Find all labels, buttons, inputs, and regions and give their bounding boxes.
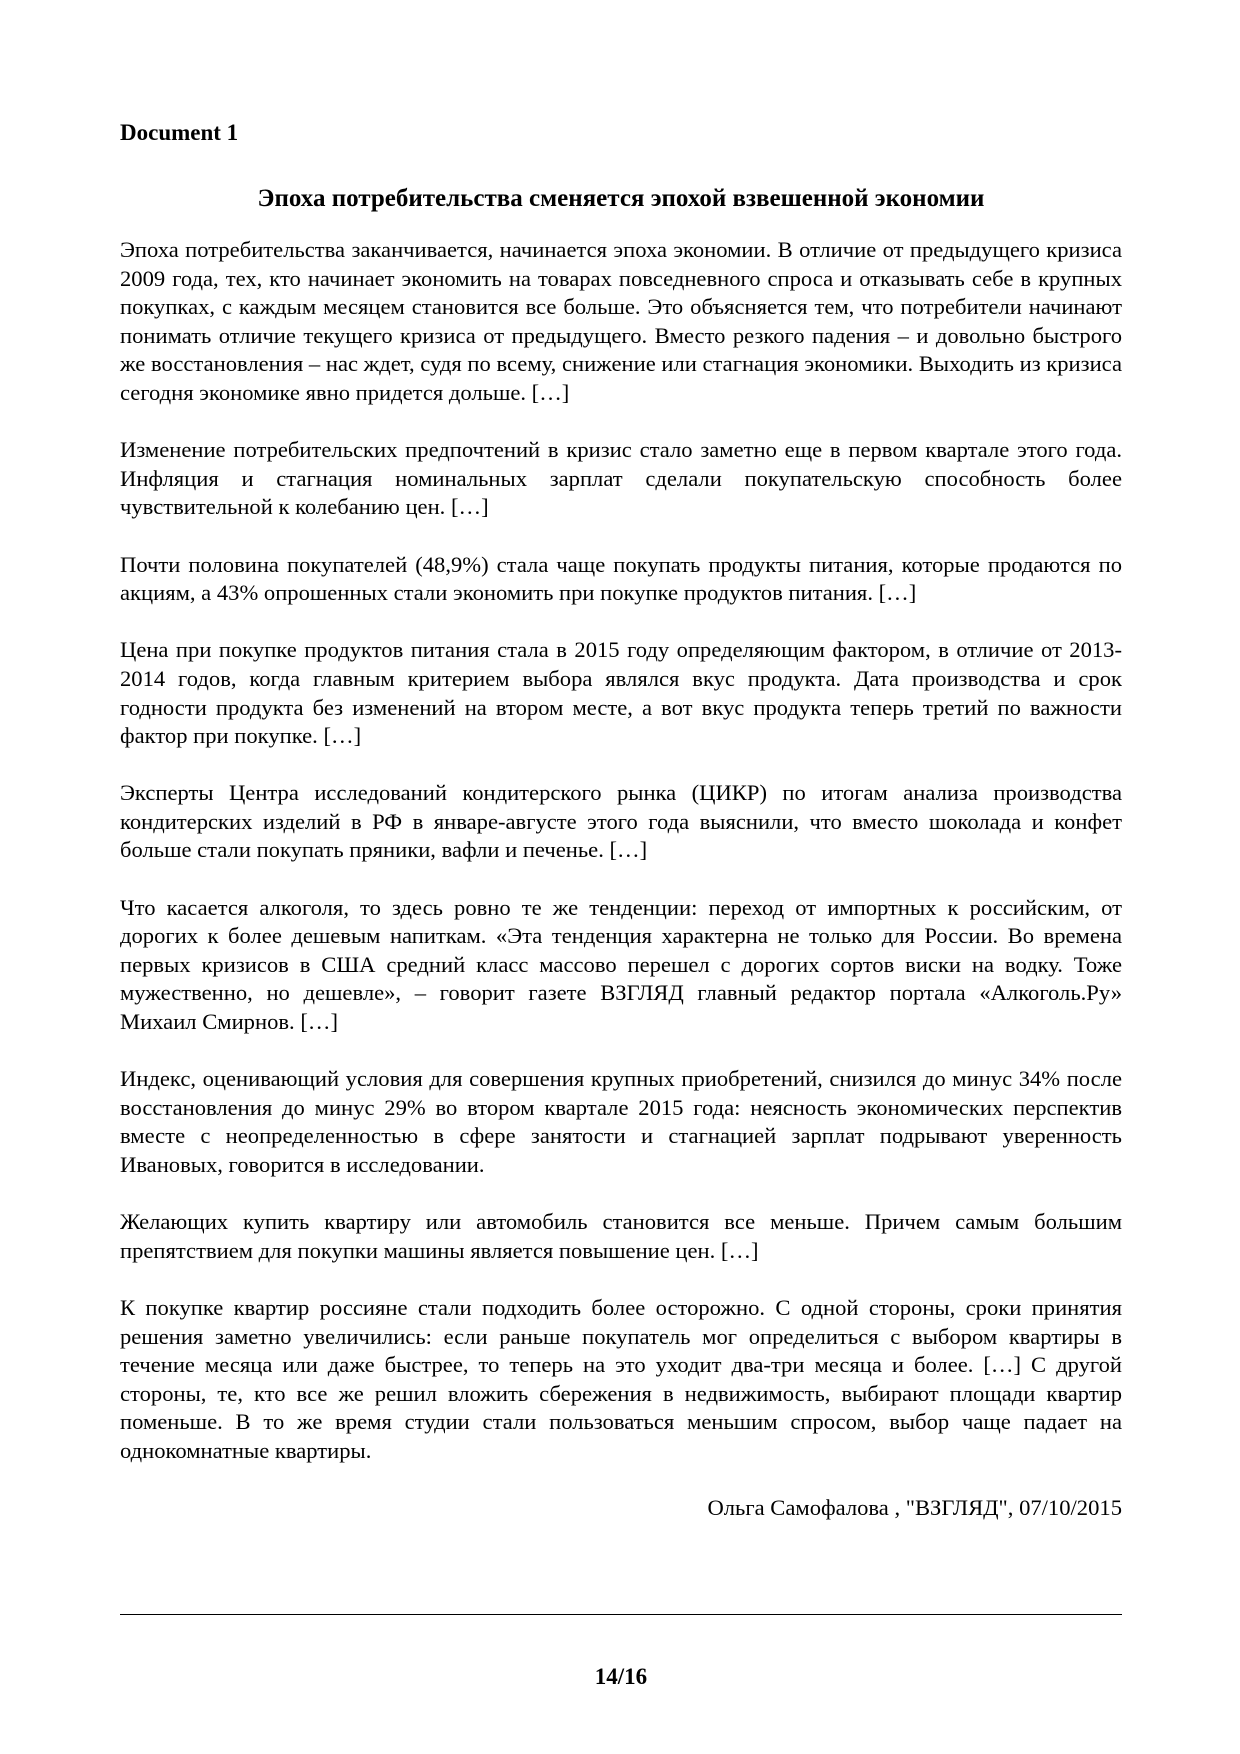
page-number: 14/16 [594,1664,648,1689]
paragraph-7: Индекс, оценивающий условия для совершения крупных приобретений, снизился до минус 34% после восстановления до минус 29% во втором квартале 2015 года: неясность экономических перспектив вместе с неопределенностью в сфере занятости и стагнацией зарплат подрывают уверенность Ивановых, говорится в исследовании. [120,1066,1122,1177]
paragraph-9: К покупке квартир россияне стали подходить более осторожно. С одной стороны, сроки принятия решения заметно увеличились: если раньше покупатель мог определиться с выбором квартиры в течение месяца или даже быстрее, то теперь на это уходит два-три месяца и более. […] С другой стороны, те, кто все же решил вложить сбережения в недвижимость, выбирают площади квартир поменьше. В то же время студии стали пользоваться меньшим спросом, выбор чаще падает на однокомнатные квартиры. [120,1294,1122,1463]
paragraph-5: Эксперты Центра исследований кондитерского рынка (ЦИКР) по итогам анализа производства кондитерских изделий в РФ в январе-августе этого года выяснили, что вместо шоколада и конфет больше стали покупать пряники, вафли и печенье. […] [120,780,1122,863]
paragraph-2: Изменение потребительских предпочтений в кризис стало заметно еще в первом квартале этого года. Инфляция и стагнация номинальных зарплат сделали покупательскую способность более чувствительной к колебанию цен. […] [120,437,1122,520]
paragraph-6: Что касается алкоголя, то здесь ровно те же тенденции: переход от импортных к российским, от дорогих к более дешевым напиткам. «Эта тенденция характерна не только для России. Во времена первых кризисов в США средний класс массово перешел с дорогих сортов виски на водку. Тоже мужественно, но дешевле», – говорит газете ВЗГЛЯД главный редактор портала «Алкоголь.Ру» Михаил Смирнов. […] [120,894,1122,1035]
document-body [120,118,1122,1523]
author-signature: Ольга Самофалова , "ВЗГЛЯД", 07/10/2015 [707,1495,1122,1521]
article-title: Эпоха потребительства сменяется эпохой взвешенной экономии [257,185,985,212]
document-label: Document 1 [120,120,239,145]
paragraph-4: Цена при покупке продуктов питания стала в 2015 году определяющим фактором, в отличие от 2013-2014 годов, когда главным критерием выбора являлся вкус продукта. Дата производства и срок годности продукта без изменений на втором месте, а вот вкус продукта теперь третий по важности фактор при покупке. […] [120,637,1122,749]
paragraph-8: Желающих купить квартиру или автомобиль становится все меньше. Причем самым большим препятствием для покупки машины является повышение цен. […] [120,1209,1122,1263]
paragraph-3: Почти половина покупателей (48,9%) стала чаще покупать продукты питания, которые продаются по акциям, а 43% опрошенных стали экономить при покупке продуктов питания. […] [120,551,1122,606]
paragraph-1: Эпоха потребительства заканчивается, начинается эпоха экономии. В отличие от предыдущего кризиса 2009 года, тех, кто начинает экономить на товарах повседневного спроса и отказывать себе в крупных покупках, с каждым месяцем становится все больше. Это объясняется тем, что потребители начинают понимать отличие текущего кризиса от предыдущего. Вместо резкого падения – и довольно быстрого же восстановления – нас ждет, судя по всему, снижение или стагнация экономики. Выходить из кризиса сегодня экономике явно придется дольше. […] [120,237,1122,405]
footer-divider [120,1614,1122,1615]
